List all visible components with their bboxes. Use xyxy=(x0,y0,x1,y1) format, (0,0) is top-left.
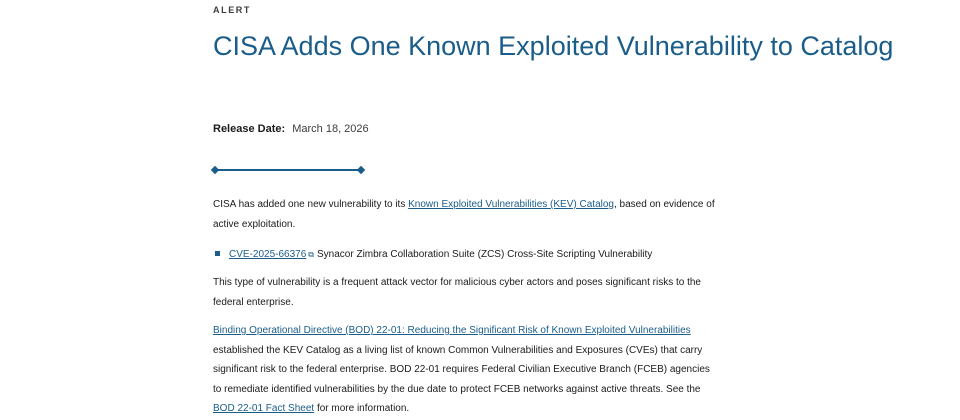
bod-fact-sheet-link[interactable]: BOD 22-01 Fact Sheet xyxy=(213,403,315,414)
cve-description: Synacor Zimbra Collaboration Suite (ZCS) Cross-Site Scripting Vulnerability xyxy=(317,249,653,260)
list-bullet xyxy=(215,251,220,256)
external-link-icon: ⧉ xyxy=(308,250,314,259)
risk-paragraph: This type of vulnerability is a frequent attack vector for malicious cyber actors and poses significant risks to the federal enterprise. xyxy=(213,277,701,308)
bod-22-01-link[interactable]: Binding Operational Directive (BOD) 22-01: Reducing the Significant Risk of Known Exploited Vulnerabilities xyxy=(213,325,691,336)
cve-link[interactable]: CVE-2025-66376 xyxy=(229,249,307,260)
intro-paragraph: CISA has added one new vulnerability to its Known Exploited Vulnerabilities (KEV) Catalog, based on evidence of active exploitation. xyxy=(213,199,715,230)
release-date xyxy=(213,123,369,135)
bod-paragraph: Binding Operational Directive (BOD) 22-01: Reducing the Significant Risk of Known Exploited Vulnerabilities established the KEV Catalog as a living list of known Common Vulnerabilities and Exposures (CVEs) that carry significant risk to the federal enterprise. BOD 22-01 requires Federal Civilian Executive Branch (FCEB) agencies to remediate identified vulnerabilities by the due date to protect FCEB networks against active threats. See the BOD 22-01 Fact Sheet for more information. xyxy=(213,325,710,414)
page-title: CISA Adds One Known Exploited Vulnerability to Catalog xyxy=(213,31,894,61)
release-date-value: March 18, 2026 xyxy=(292,123,369,135)
content-type-label: ALERT xyxy=(213,5,251,15)
section-divider xyxy=(213,164,363,176)
divider-diamond-right xyxy=(357,166,365,174)
kev-catalog-link[interactable]: Known Exploited Vulnerabilities (KEV) Catalog xyxy=(408,199,614,210)
release-date-label: Release Date: xyxy=(213,123,286,135)
divider-diamond-left xyxy=(211,166,219,174)
